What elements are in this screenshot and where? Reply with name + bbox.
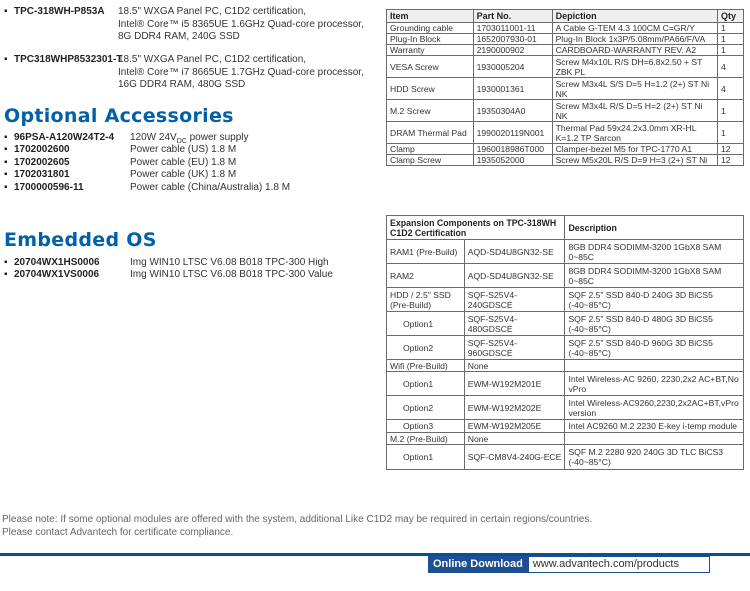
cell-part-no: 19350304A0 <box>473 100 552 122</box>
optional-accessories-heading: Optional Accessories <box>4 105 234 127</box>
cell-description <box>565 433 744 445</box>
os-part-number: ▪ 20704WX1HS0006 <box>4 257 100 269</box>
cell-depiction: A Cable G-TEM 4.3 100CM C=GR/Y <box>552 23 717 34</box>
cell-part-no: EWM-W192M202E <box>464 396 565 420</box>
embedded-os-list <box>4 257 376 282</box>
optional-accessories-list <box>4 132 376 194</box>
cell-qty: 1 <box>718 23 744 34</box>
accessory-description: Power cable (EU) 1.8 M <box>130 156 237 168</box>
cell-component: Option3 <box>387 420 465 433</box>
accessory-part-number: ▪ 1702031801 <box>4 169 70 181</box>
cell-depiction: Screw M4x10L R/S DH=6.8x2.50 + ST ZBK PL <box>552 56 717 78</box>
compliance-note <box>2 514 742 539</box>
cell-part-no: 2190000902 <box>473 45 552 56</box>
accessory-description: Power cable (China/Australia) 1.8 M <box>130 181 291 193</box>
cell-component: RAM1 (Pre-Build) <box>387 240 465 264</box>
cell-part-no: 1930005204 <box>473 56 552 78</box>
cell-part-no: 1930001361 <box>473 78 552 100</box>
os-description: Img WIN10 LTSC V6.08 B018 TPC-300 Value <box>130 269 333 281</box>
cell-qty: 1 <box>718 34 744 45</box>
cell-qty: 1 <box>718 122 744 144</box>
cell-component: Option1 <box>387 372 465 396</box>
table-row <box>387 34 744 45</box>
cell-item: M.2 Screw <box>387 100 474 122</box>
os-part-number: ▪ 20704WX1VS0006 <box>4 269 99 281</box>
cell-item: Warranty <box>387 45 474 56</box>
cell-component: Option2 <box>387 336 465 360</box>
table-row <box>387 144 744 155</box>
os-description: Img WIN10 LTSC V6.08 B018 TPC-300 High <box>130 257 329 268</box>
embedded-os-heading: Embedded OS <box>4 229 157 251</box>
table-row <box>387 445 744 470</box>
table-row <box>387 360 744 372</box>
table-row <box>387 122 744 144</box>
cell-qty: 12 <box>718 144 744 155</box>
cell-component: HDD / 2.5" SSD (Pre-Build) <box>387 288 465 312</box>
accessory-description: Power cable (UK) 1.8 M <box>130 169 237 181</box>
table-row <box>387 155 744 166</box>
cell-item: DRAM Thermal Pad <box>387 122 474 144</box>
cell-part-no: SQF-S25V4-480GDSCE <box>464 312 565 336</box>
cell-component: M.2 (Pre-Build) <box>387 433 465 445</box>
cell-description <box>565 360 744 372</box>
online-download-box <box>428 556 710 573</box>
cell-depiction: Screw M3x4L R/S D=5 H=2 (2+) ST Ni NK <box>552 100 717 122</box>
cell-description: Intel Wireless-AC9260,2230,2x2AC+BT,vPro version <box>565 396 744 420</box>
accessory-desc-tail: power supply <box>186 132 249 143</box>
cell-description: Intel AC9260 M.2 2230 E-key i-temp module <box>565 420 744 433</box>
table-row <box>387 372 744 396</box>
cell-part-no: None <box>464 433 565 445</box>
table-row <box>387 396 744 420</box>
cell-qty: 4 <box>718 56 744 78</box>
cell-item: Plug-In Block <box>387 34 474 45</box>
table-row <box>387 100 744 122</box>
table-row <box>387 264 744 288</box>
cell-part-no: AQD-SD4U8GN32-SE <box>464 264 565 288</box>
cell-description: Intel Wireless-AC 9260, 2230,2x2 AC+BT,No vPro <box>565 372 744 396</box>
cell-description: 8GB DDR4 SODIMM-3200 1GbX8 SAM 0~85C <box>565 264 744 288</box>
cell-item: VESA Screw <box>387 56 474 78</box>
cell-description: 8GB DDR4 SODIMM-3200 1GbX8 SAM 0~85C <box>565 240 744 264</box>
list-item <box>4 169 376 181</box>
expansion-components-table <box>386 215 744 470</box>
table-row <box>387 433 744 445</box>
cell-part-no: AQD-SD4U8GN32-SE <box>464 240 565 264</box>
accessory-part-number: ▪ 1700000596-11 <box>4 182 84 194</box>
list-item <box>4 257 376 269</box>
cell-component: Option2 <box>387 396 465 420</box>
cell-depiction: Screw M5x20L R/S D=9 H=3 (2+) ST Ni <box>552 155 717 166</box>
cell-part-no: 1960018986T000 <box>473 144 552 155</box>
ordering-desc-line: Intel® Core™ i5 8365UE 1.6GHz Quad-core processor, <box>118 18 364 30</box>
cell-part-no: 1703011001-11 <box>473 23 552 34</box>
cell-depiction: Thermal Pad 59x24.2x3.0mm XR-HL K=1.2 TP Sarcon <box>552 122 717 144</box>
ordering-desc-line: 16G DDR4 RAM, 480G SSD <box>118 79 246 90</box>
table-row <box>387 240 744 264</box>
cell-depiction: Plug-In Block 1x3P/5.08mm/PA66/F/VA <box>552 34 717 45</box>
cell-part-no: EWM-W192M205E <box>464 420 565 433</box>
note-line: Please note: If some optional modules are offered with the system, additional Like C1D2 may be required in certain regions/countries. <box>2 514 593 525</box>
table-row <box>387 420 744 433</box>
cell-depiction: CARDBOARD-WARRANTY REV. A2 <box>552 45 717 56</box>
cell-component: Wifi (Pre-Build) <box>387 360 465 372</box>
cell-depiction: Clamper-bezel M5 for TPC-1770 A1 <box>552 144 717 155</box>
accessory-description: Power cable (US) 1.8 M <box>130 144 237 156</box>
accessory-table <box>386 9 744 166</box>
col-header-description: Description <box>565 216 744 240</box>
cell-part-no: 1935052000 <box>473 155 552 166</box>
cell-description: SQF 2.5" SSD 840-D 960G 3D BiCS5 (-40~85°C) <box>565 336 744 360</box>
download-url-link[interactable]: www.advantech.com/products <box>528 556 710 573</box>
accessory-part-number: ▪ 1702002605 <box>4 157 70 169</box>
accessory-desc-text: 120W 24V <box>130 132 177 143</box>
cell-qty: 1 <box>718 45 744 56</box>
accessory-part-number: ▪ 1702002600 <box>4 144 70 156</box>
table-row <box>387 45 744 56</box>
list-item <box>4 182 376 194</box>
ordering-description <box>118 54 368 92</box>
table-row <box>387 288 744 312</box>
cell-qty: 1 <box>718 100 744 122</box>
ordering-description <box>118 6 368 44</box>
col-header-depiction: Depiction <box>552 10 717 23</box>
cell-component: RAM2 <box>387 264 465 288</box>
col-header-expansion: Expansion Components on TPC-318WH C1D2 Certification <box>387 216 565 240</box>
cell-part-no: SQF-CM8V4-240G-ECE <box>464 445 565 470</box>
ordering-desc-line: 8G DDR4 RAM, 240G SSD <box>118 31 240 42</box>
cell-description: SQF M.2 2280 920 240G 3D TLC BiCS3 (-40~85°C) <box>565 445 744 470</box>
table-row <box>387 78 744 100</box>
list-item <box>4 132 376 144</box>
cell-part-no: 1652007930-01 <box>473 34 552 45</box>
cell-description: SQF 2.5" SSD 840-D 480G 3D BiCS5 (-40~85°C) <box>565 312 744 336</box>
table-row <box>387 312 744 336</box>
table-header-row <box>387 216 744 240</box>
ordering-part-number: ▪ TPC318WHP8532301-T <box>4 54 122 66</box>
table-header-row <box>387 10 744 23</box>
cell-item: Clamp <box>387 144 474 155</box>
col-header-qty: Qty <box>718 10 744 23</box>
cell-part-no: SQF-S25V4-960GDSCE <box>464 336 565 360</box>
ordering-part-number: ▪ TPC-318WH-P853A <box>4 6 105 18</box>
cell-part-no: None <box>464 360 565 372</box>
cell-qty: 12 <box>718 155 744 166</box>
cell-component: Option1 <box>387 445 465 470</box>
cell-qty: 4 <box>718 78 744 100</box>
list-item <box>4 269 376 281</box>
accessory-desc-subscript: DC <box>176 138 187 145</box>
ordering-desc-line: Intel® Core™ i7 8665UE 1.7GHz Quad-core processor, <box>118 66 364 78</box>
cell-part-no: SQF-S25V4-240GDSCE <box>464 288 565 312</box>
col-header-part-no: Part No. <box>473 10 552 23</box>
table-row <box>387 336 744 360</box>
accessory-part-number: ▪ 96PSA-A120W24T2-4 <box>4 132 114 144</box>
table-row <box>387 56 744 78</box>
online-download-label: Online Download <box>428 556 528 573</box>
cell-description: SQF 2.5" SSD 840-D 240G 3D BiCS5 (-40~85°C) <box>565 288 744 312</box>
cell-part-no: 1990020119N001 <box>473 122 552 144</box>
col-header-item: Item <box>387 10 474 23</box>
ordering-desc-line: 18.5" WXGA Panel PC, C1D2 certification, <box>118 54 307 65</box>
cell-item: Grounding cable <box>387 23 474 34</box>
list-item <box>4 144 376 156</box>
table-row <box>387 23 744 34</box>
ordering-desc-line: 18.5" WXGA Panel PC, C1D2 certification, <box>118 6 307 17</box>
cell-component: Option1 <box>387 312 465 336</box>
cell-item: HDD Screw <box>387 78 474 100</box>
cell-depiction: Screw M3x4L S/S D=5 H=1.2 (2+) ST Ni NK <box>552 78 717 100</box>
cell-part-no: EWM-W192M201E <box>464 372 565 396</box>
cell-item: Clamp Screw <box>387 155 474 166</box>
list-item <box>4 157 376 169</box>
note-line: Please contact Advantech for certificate compliance. <box>2 526 234 538</box>
